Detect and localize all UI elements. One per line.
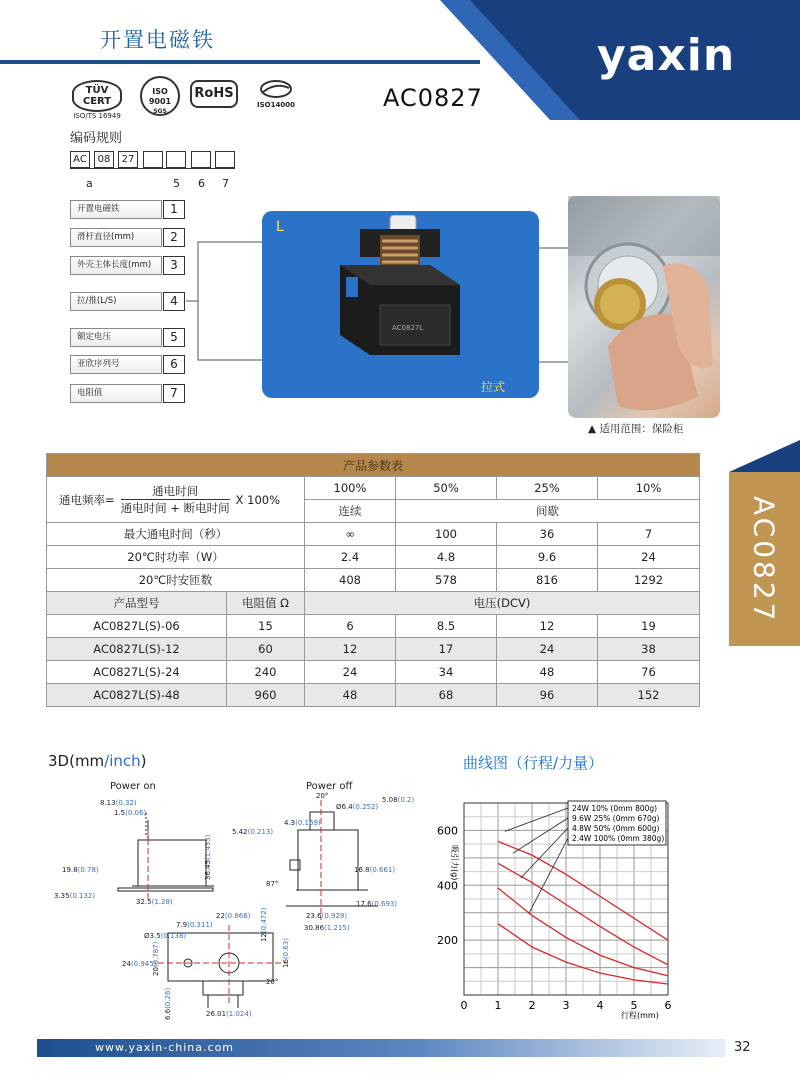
duty-cell: 10% [598,477,700,500]
rule-row: 开置电磁铁 1 [70,200,186,219]
rule-row: 拉/推(L/S) 4 [70,292,186,311]
cell: 12 [305,638,396,661]
model-cell: AC0827L(S)-24 [47,661,227,684]
chart-title: 曲线图（行程/力量） [463,754,604,772]
cell: 240 [227,661,305,684]
code-box: 08 [94,151,114,168]
x-tick-label: 3 [562,999,570,1012]
solenoid-label: AC0827L [392,324,424,332]
type-letter: L [276,219,284,235]
cell: 48 [305,684,396,707]
duty-formula: 通电频率= 通电时间 通电时间 + 断电时间 X 100% [47,477,305,523]
svg-text:12(0.472): 12(0.472) [260,907,268,942]
legend-entry: 24W 10% (0mm 800g) [572,804,658,813]
cell: 36 [497,523,598,546]
header-cell: 电阻值 Ω [227,592,305,615]
svg-text:24(0.945): 24(0.945) [122,960,157,968]
mode-cell: 间歇 [396,500,700,523]
svg-text:Ø3.5(0.138): Ø3.5(0.138) [144,932,187,940]
coding-title: 编码规则 [70,131,123,146]
force-stroke-chart [430,785,690,1025]
page-title: 开置电磁铁 [100,28,215,52]
row-label: 最大通电时间（秒） [47,523,305,546]
cell: 152 [598,684,700,707]
duty-cell: 25% [497,477,598,500]
svg-text:17.6(0.693): 17.6(0.693) [356,900,398,908]
rule-row: 电阻值 7 [70,384,186,403]
iso9001-logo: ISO 9001 SGS [140,76,180,116]
solenoid-image [320,215,470,375]
cell: 24 [598,546,700,569]
code-baseline [70,168,235,169]
svg-text:20(0.787): 20(0.787) [152,941,160,976]
y-tick-label: 600 [437,824,458,838]
duty-cell: 100% [305,477,396,500]
model-cell: AC0827L(S)-12 [47,638,227,661]
table-title: 产品参数表 [47,454,700,477]
code-box: 27 [118,151,138,168]
code-position-number: 7 [222,177,229,190]
cell: 24 [497,638,598,661]
legend-leader [513,818,568,853]
svg-text:19.8(0.78): 19.8(0.78) [62,866,99,874]
rule-row: 外壳主体长度(mm) 3 [70,256,186,275]
svg-text:20°: 20° [266,978,279,986]
legend-entry: 2.4W 100% (0mm 380g) [572,834,665,843]
cell: ∞ [305,523,396,546]
cell: 8.5 [396,615,497,638]
svg-text:20°: 20° [316,792,329,800]
x-tick-label: 5 [630,999,638,1012]
header-rule [0,60,480,64]
code-position-number: 5 [173,177,180,190]
cell: 2.4 [305,546,396,569]
drawing-title: 3D(mm/inch) [48,752,147,770]
cell: 4.8 [396,546,497,569]
cell: 12 [497,615,598,638]
side-tab-label: AC0827 [747,496,781,624]
footer-url[interactable]: www.yaxin-china.com [95,1041,235,1054]
svg-text:6.6(0.26): 6.6(0.26) [164,987,172,1020]
svg-text:8.13(0.32): 8.13(0.32) [100,799,137,807]
rohs-logo: RoHS [190,80,238,108]
x-tick-label: 1 [494,999,502,1012]
code-position-number: 6 [198,177,205,190]
cell: 1292 [598,569,700,592]
row-label: 20℃时功率（W） [47,546,305,569]
cell: 48 [497,661,598,684]
type-label: 拉式 [481,380,506,394]
y-tick-label: 200 [437,934,458,948]
row-label: 20℃时安匝数 [47,569,305,592]
svg-text:1.5(0.06): 1.5(0.06) [114,809,147,817]
model-cell: AC0827L(S)-06 [47,615,227,638]
power-off-label: Power off [306,781,353,792]
chart-legend [505,801,666,914]
x-axis-label: 行程(mm) [621,1011,659,1020]
cell: 6 [305,615,396,638]
technical-drawing [48,790,428,1025]
cell: 34 [396,661,497,684]
page-number: 32 [734,1040,751,1055]
iso14000-logo: ISO14000 [255,80,297,109]
svg-text:23.6(0.929): 23.6(0.929) [306,912,348,920]
rule-row: 滑杆直径(mm) 2 [70,228,186,247]
rule-row: 亚欣序列号 6 [70,355,186,374]
x-tick-label: 6 [664,999,672,1012]
legend-entry: 9.6W 25% (0mm 670g) [572,814,660,823]
cell: 9.6 [497,546,598,569]
cell: 15 [227,615,305,638]
safe-dial-image [568,196,720,418]
y-tick-label: 400 [437,879,458,893]
x-tick-label: 2 [528,999,536,1012]
cell: 38 [598,638,700,661]
tuv-cert-logo: TÜV CERT ISO/TS 16949 [72,80,122,120]
globe-icon [259,80,293,98]
cell: 816 [497,569,598,592]
svg-text:Ø6.4(0.252): Ø6.4(0.252) [336,803,379,811]
application-caption: ▲ 适用范围：保险柜 [588,423,684,435]
brand-logo: yaxin [597,30,736,81]
cell: 17 [396,638,497,661]
cell: 408 [305,569,396,592]
svg-text:26.01(1.024): 26.01(1.024) [206,1010,252,1018]
svg-text:16.8(0.661): 16.8(0.661) [354,866,396,874]
svg-text:22(0.866): 22(0.866) [216,912,251,920]
mode-cell: 连续 [305,500,396,523]
cell: 60 [227,638,305,661]
cell: 960 [227,684,305,707]
cell: 7 [598,523,700,546]
code-box [215,151,235,168]
cell: 19 [598,615,700,638]
x-tick-label: 4 [596,999,604,1012]
code-box: AC [70,151,90,168]
y-axis-label: 吸引力(g) [450,845,459,881]
power-on-label: Power on [110,781,156,792]
cell: 24 [305,661,396,684]
model-number: AC0827 [383,84,483,112]
legend-entry: 4.8W 50% (0mm 600g) [572,824,660,833]
svg-text:3.35(0.132): 3.35(0.132) [54,892,96,900]
chart-ticks [437,824,672,1012]
legend-leader [505,808,568,831]
svg-text:5.08(0.2): 5.08(0.2) [382,796,415,804]
duty-cell: 50% [396,477,497,500]
svg-text:5.42(0.213): 5.42(0.213) [232,828,274,836]
header-cell: 产品型号 [47,592,227,615]
svg-text:7.9(0.311): 7.9(0.311) [176,921,213,929]
code-position-number: a [86,177,93,190]
svg-text:32.5(1.28): 32.5(1.28) [136,898,173,906]
code-box [143,151,163,168]
code-box [191,151,211,168]
svg-text:16(0.63): 16(0.63) [282,938,290,968]
svg-text:36.45(1.435): 36.45(1.435) [204,834,212,880]
code-box [166,151,186,168]
parameter-table [46,453,700,707]
cell: 100 [396,523,497,546]
model-cell: AC0827L(S)-48 [47,684,227,707]
cell: 68 [396,684,497,707]
svg-text:4.3(0.169): 4.3(0.169) [284,819,321,827]
svg-text:87°: 87° [266,880,279,888]
cell: 578 [396,569,497,592]
header-cell: 电压(DCV) [305,592,700,615]
svg-text:30.86(1.215): 30.86(1.215) [304,924,350,932]
cell: 96 [497,684,598,707]
cell: 76 [598,661,700,684]
x-tick-label: 0 [460,999,468,1012]
rule-row: 额定电压 5 [70,328,186,347]
